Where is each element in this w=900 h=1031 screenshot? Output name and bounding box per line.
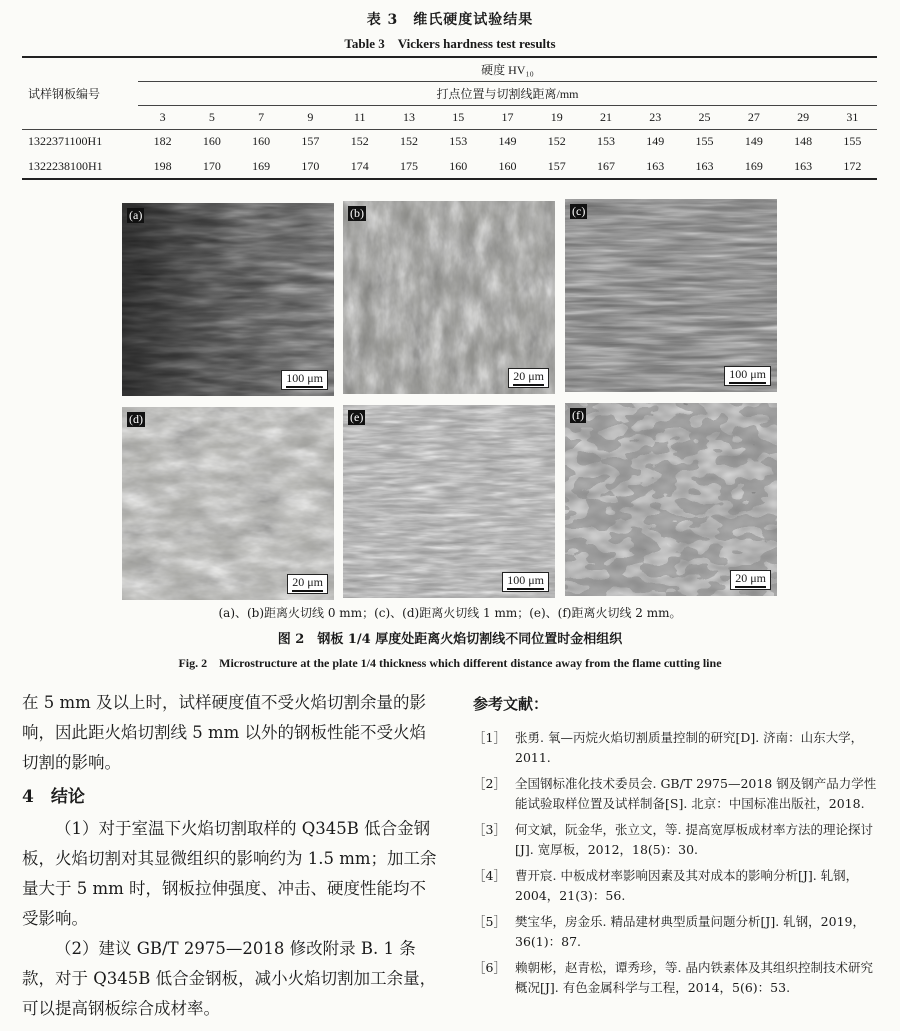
reference-number: ［6］ <box>473 960 506 975</box>
table-title-en: Table 3 Vickers hardness test results <box>344 36 556 51</box>
table-row <box>22 129 877 154</box>
figure-caption-cn: 图 2 钢板 1/4 厚度处距离火焰切割线不同位置时金相组织 <box>277 632 623 647</box>
hardness-value: 198 <box>153 158 172 173</box>
hardness-value: 163 <box>646 158 665 173</box>
position-cell: 21 <box>581 105 630 129</box>
reference-number: ［4］ <box>473 868 506 883</box>
reference-text: 何文斌，阮金华，张立文，等. 提高宽厚板成材率方法的理论探讨[J]. 宽厚板，2012，18(5)：30. <box>515 822 873 857</box>
hardness-value: 160 <box>498 158 517 173</box>
hardness-value: 172 <box>843 158 862 173</box>
position-cell: 7 <box>237 105 286 129</box>
hardness-value: 152 <box>399 134 418 149</box>
paragraph-2: （1）对于室温下火焰切割取样的 Q345B 低合金钢板，火焰切割对其显微组织的影响约为 1.5 mm；加工余量大于 5 mm 时，钢板拉伸强度、冲击、硬度性能均不受影响。 <box>22 819 437 928</box>
hardness-value: 174 <box>350 158 369 173</box>
reference-number: ［3］ <box>473 822 506 837</box>
reference-item <box>473 774 883 814</box>
hardness-value: 163 <box>695 158 714 173</box>
body-column <box>22 688 437 1024</box>
hardness-header: 硬度 HV₁₀ <box>138 57 877 81</box>
panel-label: (f) <box>572 408 584 422</box>
col-sample-header: 试样钢板编号 <box>22 57 138 129</box>
position-cell: 29 <box>778 105 827 129</box>
sample-id: 1322371100H1 <box>28 134 103 149</box>
position-cell: 5 <box>187 105 236 129</box>
references <box>473 693 883 1004</box>
scale-bar: 100 μm <box>724 366 771 386</box>
reference-item <box>473 912 883 952</box>
table-title-cn: 表 3 维氏硬度试验结果 <box>366 12 534 28</box>
hardness-value: 148 <box>794 134 813 149</box>
panel-label: (e) <box>350 410 364 424</box>
reference-item <box>473 728 883 768</box>
micrograph-c <box>565 199 777 392</box>
reference-list <box>473 728 883 998</box>
hardness-value: 153 <box>449 134 468 149</box>
position-cell: 9 <box>286 105 335 129</box>
sample-id: 1322238100H1 <box>28 158 103 173</box>
paragraph-3: （2）建议 GB/T 2975—2018 修改附录 B. 1 条款，对于 Q345B 低合金钢板，减小火焰切割加工余量，可以提高钢板综合成材率。 <box>22 939 437 1018</box>
reference-text: 曹开宸. 中板成材率影响因素及其对成本的影响分析[J]. 轧钢，2004，21(3)：56. <box>515 868 859 903</box>
position-cell: 13 <box>384 105 433 129</box>
micrograph-f-image <box>565 403 777 596</box>
hardness-value: 175 <box>399 158 418 173</box>
hardness-value: 157 <box>547 158 566 173</box>
micrograph-d <box>122 407 334 600</box>
position-cell: 17 <box>483 105 532 129</box>
hardness-value: 153 <box>597 134 616 149</box>
hardness-value: 155 <box>843 134 862 149</box>
hardness-value: 182 <box>153 134 172 149</box>
hardness-value: 149 <box>498 134 517 149</box>
hardness-value: 152 <box>350 134 369 149</box>
reference-text: 樊宝华，房金乐. 精品建材典型质量问题分析[J]. 轧钢，2019，36(1)：87. <box>515 914 865 949</box>
hardness-value: 160 <box>202 134 221 149</box>
hardness-value: 169 <box>252 158 271 173</box>
position-cell: 23 <box>631 105 680 129</box>
hardness-value: 149 <box>744 134 763 149</box>
hardness-value: 160 <box>252 134 271 149</box>
reference-item <box>473 866 883 906</box>
reference-item <box>473 958 883 998</box>
micrograph-b <box>343 201 555 394</box>
scale-bar: 100 μm <box>281 370 328 390</box>
table-row <box>22 154 877 179</box>
reference-number: ［2］ <box>473 776 506 791</box>
references-title: 参考文献： <box>473 695 549 713</box>
paragraph-1: 在 5 mm 及以上时，试样硬度值不受火焰切割余量的影响，因此距火焰切割线 5 mm 以外的钢板性能不受火焰切割的影响。 <box>22 693 427 772</box>
hardness-table <box>22 56 877 180</box>
micrograph-a <box>122 203 334 396</box>
scale-bar: 20 μm <box>508 368 549 388</box>
reference-text: 全国钢标准化技术委员会. GB/T 2975—2018 钢及钢产品力学性能试验取样位置及试样制备[S]. 北京：中国标准出版社，2018. <box>515 776 877 811</box>
hardness-value: 167 <box>597 158 616 173</box>
panel-label: (a) <box>129 208 143 222</box>
reference-number: ［1］ <box>473 730 506 745</box>
hardness-value: 152 <box>547 134 566 149</box>
hardness-value: 160 <box>449 158 468 173</box>
reference-number: ［5］ <box>473 914 506 929</box>
position-cell: 31 <box>828 105 877 129</box>
position-cell: 15 <box>434 105 483 129</box>
panel-label: (d) <box>129 412 143 426</box>
micrograph-d-image <box>122 407 334 600</box>
hardness-value: 169 <box>744 158 763 173</box>
micrograph-e <box>343 405 555 598</box>
hardness-value: 163 <box>794 158 813 173</box>
micrograph-f <box>565 403 777 596</box>
hardness-value: 170 <box>301 158 320 173</box>
position-cell: 3 <box>138 105 187 129</box>
section-title: 4 结论 <box>22 787 85 807</box>
position-cell: 11 <box>335 105 384 129</box>
position-header: 打点位置与切割线距离/mm <box>138 81 877 105</box>
reference-text: 赖朝彬，赵青松，谭秀珍，等. 晶内铁素体及其组织控制技术研究概况[J]. 有色金属科学与工程，2014，5(6)：53. <box>515 960 873 995</box>
figure-legend: (a)、(b)距离火切线 0 mm；(c)、(d)距离火切线 1 mm；(e)、(f)距离火切线 2 mm。 <box>218 606 682 620</box>
micrograph-e-image <box>343 405 555 598</box>
scale-bar: 20 μm <box>287 574 328 594</box>
panel-label: (b) <box>350 206 364 220</box>
reference-text: 张勇. 氧—丙烷火焰切割质量控制的研究[D]. 济南：山东大学，2011. <box>515 730 864 765</box>
hardness-value: 170 <box>202 158 221 173</box>
scale-bar: 100 μm <box>502 572 549 592</box>
hardness-value: 149 <box>646 134 665 149</box>
micrograph-a-image <box>122 203 334 396</box>
scale-bar: 20 μm <box>730 570 771 590</box>
figure-caption-en: Fig. 2 Microstructure at the plate 1/4 thickness which different distance away from the flame cutting line <box>178 656 722 670</box>
hardness-value: 155 <box>695 134 714 149</box>
reference-item <box>473 820 883 860</box>
panel-label: (c) <box>572 204 586 218</box>
hardness-value: 157 <box>301 134 320 149</box>
micrograph-b-image <box>343 201 555 394</box>
position-cell: 25 <box>680 105 729 129</box>
position-cell: 27 <box>729 105 778 129</box>
position-cell: 19 <box>532 105 581 129</box>
micrograph-c-image <box>565 199 777 392</box>
